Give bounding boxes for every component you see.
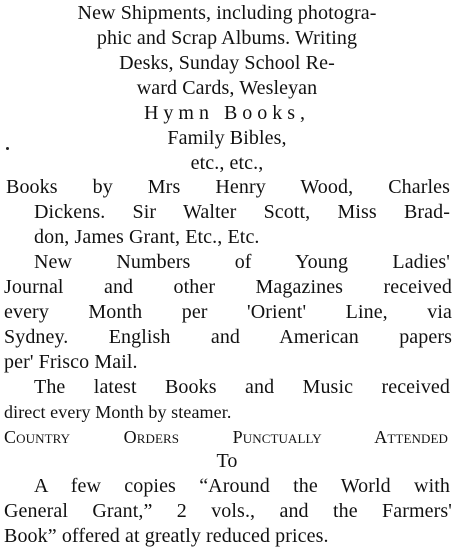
country-orders-to: To bbox=[216, 450, 238, 472]
books-music-line-1: The latest Books and Music received bbox=[34, 376, 450, 398]
shipments-line-5: Hymn Books, bbox=[143, 102, 311, 124]
shipments-line-4: ward Cards, Wesleyan bbox=[136, 77, 318, 99]
shipments-line-2: phic and Scrap Albums. Writing bbox=[96, 27, 358, 49]
offer-line-3: Book” offered at greatly reduced prices. bbox=[4, 525, 329, 547]
authors-line-1: Books by Mrs Henry Wood, Charles bbox=[6, 176, 450, 198]
books-music-line-2: direct every Month by steamer. bbox=[4, 402, 232, 422]
magazines-line-3: every Month per 'Orient' Line, via bbox=[4, 301, 452, 323]
shipments-line-3: Desks, Sunday School Re- bbox=[119, 52, 335, 74]
shipments-line-1: New Shipments, including photogra- bbox=[77, 2, 377, 24]
shipments-line-6: Family Bibles, bbox=[167, 127, 287, 149]
magazines-line-4: Sydney. English and American papers bbox=[4, 326, 452, 348]
country-orders-line: Country Orders Punctually Attended bbox=[4, 427, 448, 447]
offer-line-1: A few copies “Around the World with bbox=[34, 475, 450, 497]
offer-line-2: General Grant,” 2 vols., and the Farmers' bbox=[4, 500, 452, 522]
shipments-line-7: etc., etc., bbox=[190, 152, 264, 174]
authors-line-3: don, James Grant, Etc., Etc. bbox=[34, 226, 260, 248]
magazines-line-2: Journal and other Magazines received bbox=[4, 276, 452, 298]
magazines-line-1: New Numbers of Young Ladies' bbox=[34, 251, 450, 273]
authors-line-2: Dickens. Sir Walter Scott, Miss Brad- bbox=[34, 201, 450, 223]
magazines-line-5: per' Frisco Mail. bbox=[4, 351, 138, 373]
